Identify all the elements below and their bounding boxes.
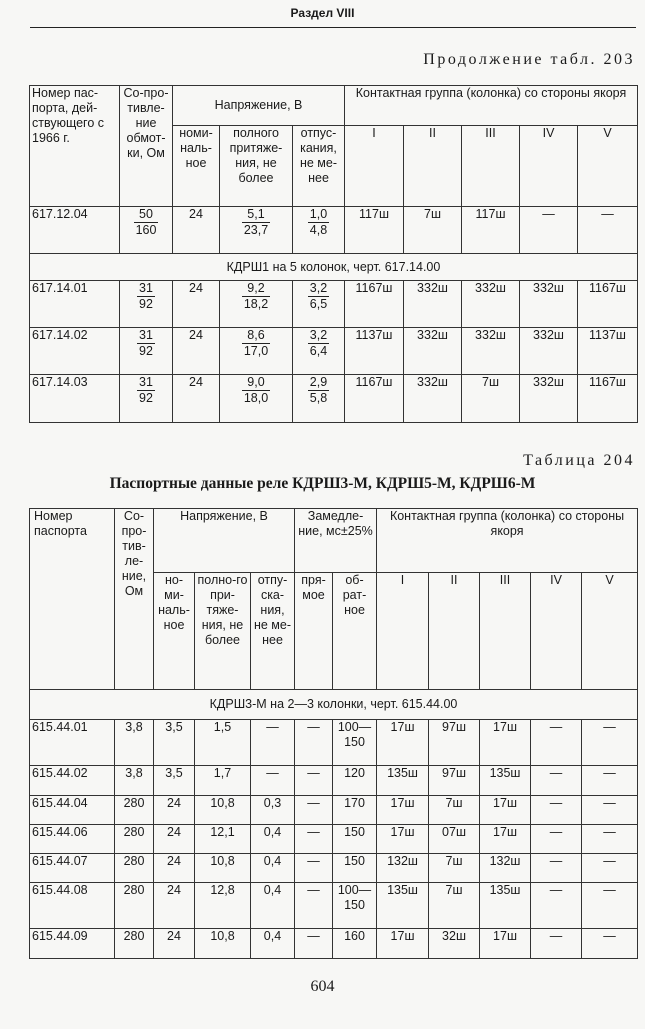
table-row — [30, 929, 638, 959]
table-number: Таблица 204 — [523, 452, 635, 469]
cell-passport: 615.44.08 — [30, 883, 115, 929]
fraction-denominator: 92 — [139, 297, 153, 311]
cell-contact-1: 1137ш — [345, 328, 404, 375]
fraction-numerator: 9,2 — [242, 281, 270, 297]
cell-contact-1: 132ш — [377, 854, 429, 883]
cell-contact-4: — — [531, 766, 582, 796]
cell-contact-4: 332ш — [520, 281, 578, 328]
fraction-denominator: 92 — [139, 391, 153, 405]
cell-nominal: 3,5 — [154, 720, 195, 766]
header-voltage: Напряжение, В — [154, 509, 295, 573]
cell-contact-1: 17ш — [377, 796, 429, 825]
cell-delay-reverse: 100—150 — [333, 883, 377, 929]
cell-resistance — [120, 207, 173, 254]
group-label: КДРШ3-М на 2—3 колонки, черт. 615.44.00 — [30, 690, 638, 720]
cell-nominal: 24 — [154, 929, 195, 959]
cell-contact-1: 17ш — [377, 929, 429, 959]
fraction-denominator: 4,8 — [309, 223, 328, 237]
cell-delay-reverse: 150 — [333, 825, 377, 854]
header-col-4: IV — [520, 126, 578, 207]
cell-passport: 617.12.04 — [30, 207, 120, 254]
cell-delay-reverse: 120 — [333, 766, 377, 796]
table-row — [30, 207, 638, 254]
fraction-numerator: 31 — [139, 375, 153, 389]
header-v-pull: полного притяже-ния, не более — [220, 126, 293, 207]
fraction-denominator: 5,8 — [309, 391, 328, 405]
header-v-nominal: номи-наль-ное — [173, 126, 220, 207]
cell-contact-3: 17ш — [480, 929, 531, 959]
cell-delay-direct: — — [295, 796, 333, 825]
cell-delay-direct: — — [295, 883, 333, 929]
table-title: Паспортные данные реле КДРШ3-М, КДРШ5-М, КДРШ6-М — [109, 475, 536, 492]
fraction-denominator: 6,5 — [309, 297, 328, 311]
cell-contact-5: — — [582, 796, 638, 825]
cell-pull: 1,7 — [195, 766, 251, 796]
cell-contact-4: — — [531, 929, 582, 959]
cell-contact-1: 1167ш — [345, 375, 404, 423]
header-v-pull: полно-го при-тяже-ния, не более — [195, 573, 251, 690]
cell-resistance — [120, 281, 173, 328]
table-row — [30, 281, 638, 328]
cell-delay-direct: — — [295, 929, 333, 959]
header-col-1: I — [377, 573, 429, 690]
cell-release — [293, 375, 345, 423]
cell-passport: 615.44.04 — [30, 796, 115, 825]
cell-contact-4: — — [531, 883, 582, 929]
cell-delay-reverse: 160 — [333, 929, 377, 959]
cell-contact-3: 17ш — [480, 825, 531, 854]
fraction-denominator: 92 — [139, 344, 153, 358]
cell-contact-5: 1167ш — [578, 281, 638, 328]
table-row — [30, 328, 638, 375]
cell-contact-2: 332ш — [404, 328, 462, 375]
cell-contact-3: 17ш — [480, 796, 531, 825]
cell-nominal: 24 — [154, 796, 195, 825]
fraction-numerator: 9,0 — [242, 375, 270, 391]
cell-release — [293, 328, 345, 375]
cell-passport: 615.44.01 — [30, 720, 115, 766]
cell-pull: 12,8 — [195, 883, 251, 929]
cell-contact-3: 7ш — [462, 375, 520, 423]
header-col-2: II — [429, 573, 480, 690]
fraction-numerator: 8,6 — [242, 328, 270, 344]
cell-delay-direct: — — [295, 825, 333, 854]
header-col-2: II — [404, 126, 462, 207]
header-passport: Номер паспорта — [30, 509, 115, 690]
cell-release — [293, 281, 345, 328]
cell-contact-2: 7ш — [429, 796, 480, 825]
cell-contact-1: 135ш — [377, 766, 429, 796]
cell-delay-reverse: 170 — [333, 796, 377, 825]
table-row — [30, 796, 638, 825]
fraction-denominator: 18,0 — [243, 391, 269, 405]
header-v-nominal: но-ми-наль-ное — [154, 573, 195, 690]
table-row — [30, 375, 638, 423]
header-delay-reverse: об-рат-ное — [333, 573, 377, 690]
cell-pull — [220, 281, 293, 328]
fraction-numerator: 1,0 — [309, 207, 328, 221]
cell-contact-1: 135ш — [377, 883, 429, 929]
cell-release — [293, 207, 345, 254]
table-row — [30, 766, 638, 796]
fraction-denominator: 17,0 — [243, 344, 269, 358]
cell-pull — [220, 375, 293, 423]
header-contact-group: Контактная группа (колонка) со стороны якоря — [377, 509, 638, 573]
cell-resistance: 280 — [115, 796, 154, 825]
cell-passport: 617.14.01 — [30, 281, 120, 328]
fraction-numerator: 50 — [134, 207, 159, 223]
fraction-numerator: 2,9 — [309, 375, 328, 389]
header-col-5: V — [582, 573, 638, 690]
cell-contact-3: 135ш — [480, 766, 531, 796]
table-row — [30, 720, 638, 766]
header-col-3: III — [480, 573, 531, 690]
cell-contact-2: 332ш — [404, 375, 462, 423]
fraction-denominator: 23,7 — [243, 223, 269, 237]
cell-pull: 10,8 — [195, 854, 251, 883]
cell-release: 0,4 — [251, 883, 295, 929]
fraction-denominator: 18,2 — [243, 297, 269, 311]
header-col-5: V — [578, 126, 638, 207]
cell-passport: 615.44.09 — [30, 929, 115, 959]
cell-resistance: 280 — [115, 825, 154, 854]
cell-contact-5: — — [582, 825, 638, 854]
cell-contact-5: — — [578, 207, 638, 254]
cell-contact-5: — — [582, 883, 638, 929]
header-voltage: Напряжение, В — [173, 86, 345, 126]
cell-contact-4: — — [531, 720, 582, 766]
header-delay-direct: пря-мое — [295, 573, 333, 690]
header-resistance: Со-про-тив-ле-ние, Ом — [115, 509, 154, 690]
cell-passport: 615.44.02 — [30, 766, 115, 796]
fraction-numerator: 31 — [139, 328, 153, 342]
section-header: Раздел VIII — [290, 6, 355, 20]
cell-contact-2: 7ш — [404, 207, 462, 254]
header-col-1: I — [345, 126, 404, 207]
fraction-denominator: 160 — [135, 223, 157, 237]
cell-passport: 617.14.02 — [30, 328, 120, 375]
cell-nominal: 24 — [154, 854, 195, 883]
header-resistance: Со-про-тивле-ние обмот-ки, Ом — [120, 86, 173, 207]
fraction-numerator: 3,2 — [309, 281, 328, 295]
header-col-4: IV — [531, 573, 582, 690]
cell-contact-2: 332ш — [404, 281, 462, 328]
cell-contact-3: 117ш — [462, 207, 520, 254]
cell-contact-5: — — [582, 854, 638, 883]
table-203 — [29, 85, 638, 423]
header-passport: Номер пас-порта, дей-ствующего с 1966 г. — [30, 86, 120, 207]
cell-contact-3: 132ш — [480, 854, 531, 883]
cell-resistance — [120, 328, 173, 375]
cell-contact-2: 32ш — [429, 929, 480, 959]
cell-release: 0,3 — [251, 796, 295, 825]
fraction-numerator: 5,1 — [242, 207, 270, 223]
cell-contact-5: — — [582, 720, 638, 766]
cell-contact-4: 332ш — [520, 375, 578, 423]
cell-nominal: 3,5 — [154, 766, 195, 796]
cell-release: — — [251, 720, 295, 766]
cell-contact-2: 7ш — [429, 883, 480, 929]
cell-resistance: 280 — [115, 854, 154, 883]
cell-contact-5: — — [582, 929, 638, 959]
cell-delay-direct: — — [295, 854, 333, 883]
cell-pull: 1,5 — [195, 720, 251, 766]
cell-contact-4: 332ш — [520, 328, 578, 375]
table-row — [30, 825, 638, 854]
fraction-numerator: 31 — [139, 281, 153, 295]
cell-contact-2: 07ш — [429, 825, 480, 854]
cell-nominal: 24 — [173, 375, 220, 423]
cell-contact-1: 1167ш — [345, 281, 404, 328]
cell-pull — [220, 328, 293, 375]
fraction-numerator: 3,2 — [309, 328, 328, 342]
cell-contact-4: — — [520, 207, 578, 254]
cell-contact-3: 135ш — [480, 883, 531, 929]
cell-release: 0,4 — [251, 929, 295, 959]
cell-contact-2: 7ш — [429, 854, 480, 883]
cell-pull: 10,8 — [195, 796, 251, 825]
cell-release: 0,4 — [251, 854, 295, 883]
cell-contact-4: — — [531, 796, 582, 825]
cell-release: 0,4 — [251, 825, 295, 854]
cell-pull — [220, 207, 293, 254]
table-204 — [29, 508, 638, 959]
cell-nominal: 24 — [154, 883, 195, 929]
cell-resistance: 280 — [115, 883, 154, 929]
header-v-release: отпус-кания, не ме-нее — [293, 126, 345, 207]
cell-delay-direct: — — [295, 766, 333, 796]
cell-contact-1: 17ш — [377, 720, 429, 766]
cell-nominal: 24 — [173, 328, 220, 375]
cell-delay-reverse: 150 — [333, 854, 377, 883]
cell-contact-1: 17ш — [377, 825, 429, 854]
cell-contact-3: 332ш — [462, 281, 520, 328]
cell-passport: 617.14.03 — [30, 375, 120, 423]
group-label: КДРШ1 на 5 колонок, черт. 617.14.00 — [30, 254, 638, 281]
cell-contact-5: 1137ш — [578, 328, 638, 375]
header-col-3: III — [462, 126, 520, 207]
header-v-release: отпу-ска-ния, не ме-нее — [251, 573, 295, 690]
cell-contact-2: 97ш — [429, 720, 480, 766]
cell-pull: 10,8 — [195, 929, 251, 959]
cell-resistance: 3,8 — [115, 720, 154, 766]
header-rule — [30, 27, 636, 28]
cell-contact-4: — — [531, 825, 582, 854]
cell-pull: 12,1 — [195, 825, 251, 854]
cell-resistance — [120, 375, 173, 423]
cell-contact-3: 332ш — [462, 328, 520, 375]
cell-nominal: 24 — [173, 281, 220, 328]
header-contact-group: Контактная группа (колонка) со стороны якоря — [345, 86, 638, 126]
cell-contact-5: — — [582, 766, 638, 796]
cell-contact-1: 117ш — [345, 207, 404, 254]
cell-delay-reverse: 100—150 — [333, 720, 377, 766]
fraction-denominator: 6,4 — [309, 344, 328, 358]
header-delay: Замедле-ние, мс±25% — [295, 509, 377, 573]
cell-nominal: 24 — [154, 825, 195, 854]
cell-passport: 615.44.07 — [30, 854, 115, 883]
cell-contact-3: 17ш — [480, 720, 531, 766]
cell-contact-4: — — [531, 854, 582, 883]
cell-resistance: 280 — [115, 929, 154, 959]
page-number: 604 — [310, 978, 335, 995]
cell-resistance: 3,8 — [115, 766, 154, 796]
cell-release: — — [251, 766, 295, 796]
cell-contact-5: 1167ш — [578, 375, 638, 423]
cell-passport: 615.44.06 — [30, 825, 115, 854]
continuation-caption: Продолжение табл. 203 — [423, 51, 635, 68]
cell-contact-2: 97ш — [429, 766, 480, 796]
cell-delay-direct: — — [295, 720, 333, 766]
table-row — [30, 883, 638, 929]
table-row — [30, 854, 638, 883]
cell-nominal: 24 — [173, 207, 220, 254]
